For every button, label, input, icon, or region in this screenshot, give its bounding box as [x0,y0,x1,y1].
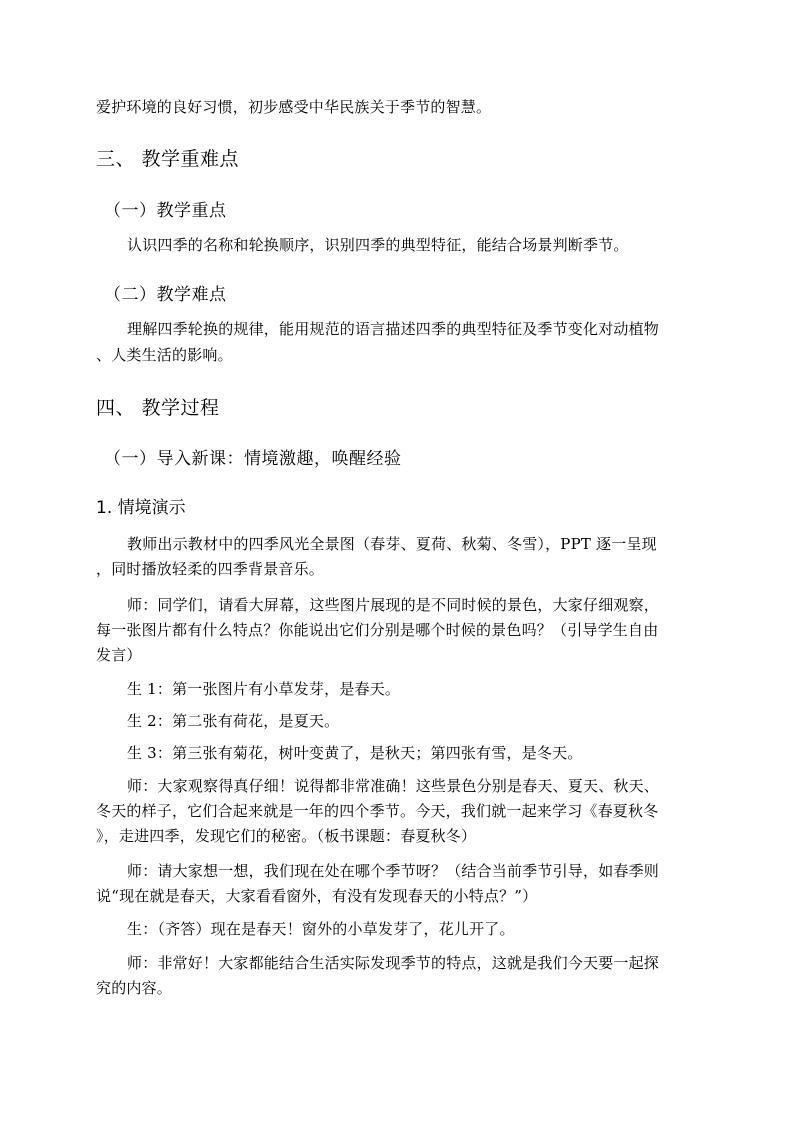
paragraph-text: 生：（齐答）现在是春天！窗外的小草发芽了，花儿开了。 [127,920,515,938]
paragraph-text: 师：同学们，请看大屏幕，这些图片展现的是不同时候的景色，大家仔细观察， [127,596,660,614]
paragraph-text: 师：大家观察得真仔细！说得都非常准确！这些景色分别是春天、夏天、秋天、 [127,777,660,795]
section-4-heading: 四、 教学过程 [96,397,220,419]
difficulties-text-line-1: 理解四季轮换的规律，能用规范的语言描述四季的典型特征及季节变化对动植物 [127,320,660,338]
paragraph-text: 生 3：第三张有菊花，树叶变黄了，是秋天；第四张有雪，是冬天。 [127,744,583,762]
paragraph-text: ，同时播放轻柔的四季背景音乐。 [96,560,325,578]
paragraph-text: 师：请大家想一想，我们现在处在哪个季节呀？（结合当前季节引导，如春季则 [127,862,660,880]
intro-tail-text: 爱护环境的良好习惯，初步感受中华民族关于季节的智慧。 [96,98,492,116]
paragraph-text: 师：非常好！大家都能结合生活实际发现季节的特点，这就是我们今天要一起探 [127,954,660,972]
paragraph-text: 究的内容。 [96,979,173,997]
paragraph-text: 生 2：第二张有荷花，是夏天。 [127,712,340,730]
paragraph-text: 说“现在就是春天，大家看看窗外，有没有发现春天的小特点？”） [96,887,538,905]
difficulties-text-line-2: 、人类生活的影响。 [96,346,233,364]
paragraph-text: 生 1：第一张图片有小草发芽，是春天。 [127,680,401,698]
paragraph-text: 每一张图片都有什么特点？你能说出它们分别是哪个时候的景色吗？（引导学生自由 [96,621,659,639]
key-points-text: 认识四季的名称和轮换顺序，识别四季的典型特征，能结合场景判断季节。 [127,236,629,254]
intro-subheading: （一）导入新课：情境激趣，唤醒经验 [104,449,402,469]
difficulties-heading: （二）教学难点 [104,285,227,305]
key-points-heading: （一）教学重点 [104,201,227,221]
paragraph-text: 教师出示教材中的四季风光全景图（春芽、夏荷、秋菊、冬雪），PPT 逐一呈现 [127,535,657,553]
item-1-heading: 1. 情境演示 [96,498,186,518]
paragraph-text: 发言） [96,646,142,664]
paragraph-text: 冬天的样子，它们合起来就是一年的四个季节。今天，我们就一起来学习《春夏秋冬 [96,802,659,820]
section-3-heading: 三、 教学重难点 [96,148,240,170]
paragraph-text: 》，走进四季，发现它们的秘密。（板书课题：春夏秋冬） [96,827,477,845]
